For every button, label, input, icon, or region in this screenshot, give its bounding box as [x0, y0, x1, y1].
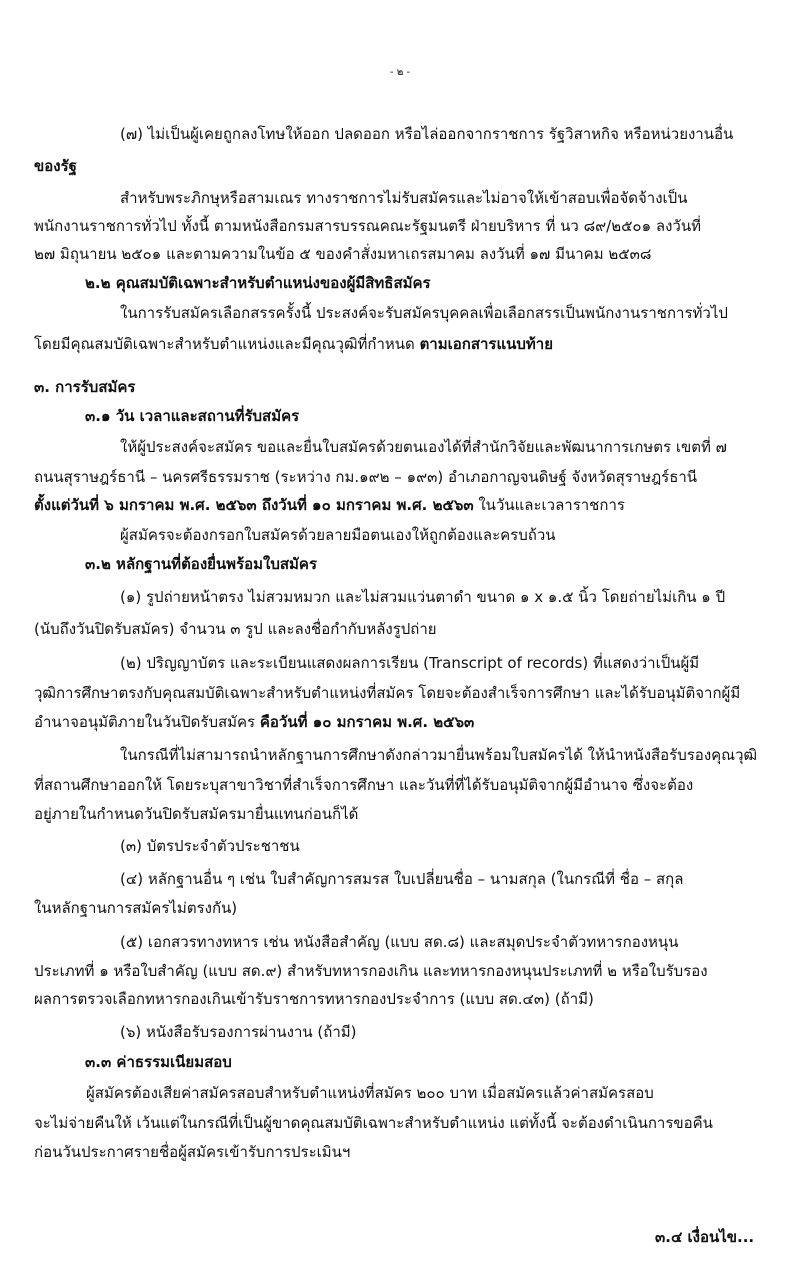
section-3-3-line-2: จะไม่จ่ายคืนให้ เว้นแต่ในกรณีที่เป็นผู้ขาดคุณสมบัติเฉพาะสำหรับตำแหน่ง แต่ทั้งนี้ จะต้องดำเนินการขอคืน — [34, 1114, 713, 1132]
continuation-marker: ๓.๔ เงื่อนไข... — [655, 1228, 755, 1246]
section-3-1-line-3: ตั้งแต่วันที่ ๖ มกราคม พ.ศ. ๒๕๖๓ ถึงวันที่ ๑๐ มกราคม พ.ศ. ๒๕๖๓ ในวันและเวลาราชการ — [34, 496, 625, 514]
education-note-line-2: ที่สถานศึกษาออกให้ โดยระบุสาขาวิชาที่สำเร็จการศึกษา และวันที่ที่ได้รับอนุมัติจากผู้มีอำนาจ ซึ่งจะต้อง — [34, 776, 694, 794]
document-item-2-line-3: อำนาจอนุมัติภายในวันปิดรับสมัคร คือวันที่ ๑๐ มกราคม พ.ศ. ๒๕๖๓ — [34, 713, 475, 731]
section-3-3-line-3: ก่อนวันประกาศรายชื่อผู้สมัครเข้ารับการประเมินฯ — [34, 1143, 351, 1161]
document-item-5-line-1: (๕) เอกสวรทางทหาร เช่น หนังสือสำคัญ (แบบ สด.๘) และสมุดประจำตัวทหารกองหนุน — [120, 933, 679, 951]
monk-paragraph-line-1: สำหรับพระภิกษุหรือสามเณร ทางราชการไม่รับสมัครและไม่อาจให้เข้าสอบเพื่อจัดจ้างเป็น — [120, 189, 688, 207]
section-3-3-heading: ๓.๓ ค่าธรรมเนียมสอบ — [85, 1053, 232, 1071]
section-3-1-line-1: ให้ผู้ประสงค์จะสมัคร ขอและยื่นใบสมัครด้วยตนเองได้ที่สำนักวิจัยและพัฒนาการเกษตร เขตที่ ๗ — [120, 438, 727, 456]
document-item-1-line-2: (นับถึงวันปิดรับสมัคร) จำนวน ๓ รูป และลงชื่อกำกับหลังรูปถ่าย — [34, 620, 437, 638]
document-item-4-line-1: (๔) หลักฐานอื่น ๆ เช่น ใบสำคัญการสมรส ใบเปลี่ยนชื่อ – นามสกุล (ในกรณีที่ ชื่อ – สกุล — [120, 870, 684, 888]
education-note-line-1: ในกรณีที่ไม่สามารถนำหลักฐานการศึกษาดังกล่าวมายื่นพร้อมใบสมัครได้ ให้นำหนังสือรับรองคุณวุฒิ — [120, 746, 758, 764]
qualification-7-line-1: (๗) ไม่เป็นผู้เคยถูกลงโทษให้ออก ปลดออก หรือไล่ออกจากราชการ รัฐวิสาหกิจ หรือหน่วยงานอื่น — [120, 125, 734, 143]
qualification-7-line-2: ของรัฐ — [34, 157, 77, 175]
section-3-1-line-2: ถนนสุราษฎร์ธานี – นครศรีธรรมราช (ระหว่าง กม.๑๙๒ – ๑๙๓) อำเภอกาญจนดิษฐ์ จังหวัดสุราษฎร์ธานี — [34, 468, 698, 486]
document-item-6: (๖) หนังสือรับรองการผ่านงาน (ถ้ามี) — [120, 1023, 357, 1041]
section-3-1-line-4: ผู้สมัครจะต้องกรอกใบสมัครด้วยลายมือตนเองให้ถูกต้องและครบถ้วน — [120, 526, 556, 544]
section-3-2-heading: ๓.๒ หลักฐานที่ต้องยื่นพร้อมใบสมัคร — [85, 555, 318, 573]
document-item-1-line-1: (๑) รูปถ่ายหน้าตรง ไม่สวมหมวก และไม่สวมแว่นตาดำ ขนาด ๑ x ๑.๕ นิ้ว โดยถ่ายไม่เกิน ๑ ปี — [120, 588, 726, 606]
document-item-2-line-1: (๒) ปริญญาบัตร และระเบียนแสดงผลการเรียน (Transcript of records) ที่แสดงว่าเป็นผู้มี — [120, 654, 700, 672]
education-note-line-3: อยู่ภายในกำหนดวันปิดรับสมัครมายื่นแทนก่อนก็ได้ — [34, 805, 359, 823]
section-3-heading: ๓. การรับสมัคร — [34, 378, 136, 396]
section-2-2-line-2: โดยมีคุณสมบัติเฉพาะสำหรับตำแหน่งและมีคุณวุฒิที่กำหนด ตามเอกสารแนบท้าย — [34, 335, 554, 353]
document-item-4-line-2: ในหลักฐานการสมัครไม่ตรงกัน) — [34, 899, 238, 917]
section-3-3-line-1: ผู้สมัครต้องเสียค่าสมัครสอบสำหรับตำแหน่งที่สมัคร ๒๐๐ บาท เมื่อสมัครแล้วค่าสมัครสอบ — [86, 1084, 654, 1102]
page-number: - ๒ - — [389, 67, 411, 78]
section-2-2-line-1: ในการรับสมัครเลือกสรรครั้งนี้ ประสงค์จะรับสมัครบุคคลเพื่อเลือกสรรเป็นพนักงานราชการทั่วไป — [120, 304, 728, 322]
monk-paragraph-line-2: พนักงานราชการทั่วไป ทั้งนี้ ตามหนังสือกรมสารบรรณคณะรัฐมนตรี ฝ่ายบริหาร ที่ นว ๘๙/๒๕๐๑ ลงวันที่ — [34, 217, 701, 235]
document-item-5-line-2: ประเภทที่ ๑ หรือใบสำคัญ (แบบ สด.๙) สำหรับทหารกองเกิน และทหารกองหนุนประเภทที่ ๒ หรือใบรับรอง — [34, 962, 708, 980]
section-3-1-heading: ๓.๑ วัน เวลาและสถานที่รับสมัคร — [85, 407, 300, 425]
monk-paragraph-line-3: ๒๗ มิถุนายน ๒๕๐๑ และตามความในข้อ ๕ ของคำสั่งมหาเถรสมาคม ลงวันที่ ๑๗ มีนาคม ๒๕๓๘ — [34, 245, 652, 263]
document-item-5-line-3: ผลการตรวจเลือกทหารกองเกินเข้ารับราชการทหารกองประจำการ (แบบ สด.๔๓) (ถ้ามี) — [34, 990, 594, 1008]
document-item-3: (๓) บัตรประจำตัวประชาชน — [120, 837, 300, 855]
document-item-2-line-2: วุฒิการศึกษาตรงกับคุณสมบัติเฉพาะสำหรับตำแหน่งที่สมัคร โดยจะต้องสำเร็จการศึกษา และได้รับอนุมัติจากผู้มี — [34, 684, 741, 702]
section-2-2-heading: ๒.๒ คุณสมบัติเฉพาะสำหรับตำแหน่งของผู้มีสิทธิสมัคร — [85, 274, 431, 292]
